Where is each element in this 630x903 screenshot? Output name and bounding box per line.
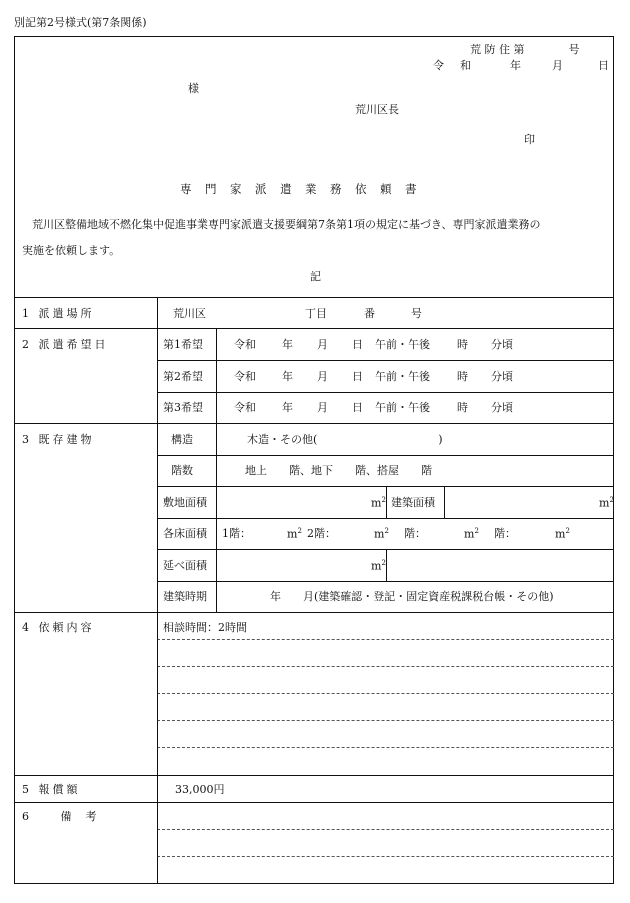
body-text-line-1: 荒川区整備地域不燃化集中促進事業専門家派遣支援要綱第7条第1項の規定に基づき、専門家派遣業務の: [32, 218, 541, 231]
structure-value: 木造・その他( ): [247, 433, 443, 446]
location-go: 号: [411, 307, 422, 320]
built-label: 建築時期: [163, 590, 207, 603]
document-number: 荒 防 住 第 号: [470, 43, 580, 56]
date-minute-label: 分頃: [491, 338, 513, 351]
date-ampm: 午前・午後: [375, 370, 430, 383]
floor-area-f3: 階：: [404, 527, 426, 540]
label-fee: 5 報償額: [22, 783, 81, 796]
floor-area-f2: 2階：: [307, 527, 336, 540]
floor-area-unit: $m^2$: [555, 527, 570, 541]
date-day-label: 日: [352, 401, 363, 414]
floors-value: 地上 階、地下 階、搭屋 階: [245, 464, 432, 477]
date-year-label: 年: [282, 401, 293, 414]
floors-label: 階数: [171, 464, 193, 477]
date-choice-2: 第2希望: [163, 370, 203, 383]
date-choice-1: 第1希望: [163, 338, 203, 351]
date-ampm: 午前・午後: [375, 338, 430, 351]
date-day-label: 日: [352, 338, 363, 351]
body-text-line-2: 実施を依頼します。: [22, 244, 121, 257]
date-month-label: 月: [317, 370, 328, 383]
date-reiwa: 令和: [234, 370, 256, 383]
label-location: 1 派遣場所: [22, 307, 95, 320]
date-ampm: 午前・午後: [375, 401, 430, 414]
date-reiwa: 令和: [234, 401, 256, 414]
building-area-label: 建築面積: [391, 496, 435, 509]
date-month-label: 月: [317, 401, 328, 414]
label-content: 4 依頼内容: [22, 621, 95, 634]
site-area-label: 敷地面積: [163, 496, 207, 509]
date-year-label: 年: [282, 338, 293, 351]
location-chome: 丁目: [305, 307, 327, 320]
floor-area-unit: $m^2$: [464, 527, 479, 541]
sender-name: 荒川区長: [355, 103, 399, 116]
date-reiwa: 令和: [234, 338, 256, 351]
date-year-label: 年: [282, 370, 293, 383]
date-month: 月: [552, 59, 563, 72]
ki-mark: 記: [310, 270, 321, 283]
floor-area-f4: 階：: [494, 527, 516, 540]
date-choice-3: 第3希望: [163, 401, 203, 414]
date-minute-label: 分頃: [491, 401, 513, 414]
date-month-label: 月: [317, 338, 328, 351]
date-hour-label: 時: [457, 401, 468, 414]
total-area-label: 延べ面積: [163, 559, 207, 572]
location-prefix: 荒川区: [173, 307, 206, 320]
date-hour-label: 時: [457, 370, 468, 383]
date-day: 日: [598, 59, 609, 72]
addressee-suffix: 様: [188, 82, 199, 95]
label-column-divider: [157, 297, 158, 884]
date-minute-label: 分頃: [491, 370, 513, 383]
fee-value: 33,000円: [175, 783, 225, 796]
seal-mark: 印: [524, 133, 535, 146]
document-title: 専 門 家 派 遣 業 務 依 頼 書: [180, 182, 418, 196]
floor-area-unit: $m^2$: [374, 527, 389, 541]
date-year: 年: [510, 59, 521, 72]
floor-area-unit: $m^2$: [287, 527, 302, 541]
content-value: 相談時間：2時間: [163, 621, 247, 634]
label-building: 3 既存建物: [22, 433, 95, 446]
location-ban: 番: [364, 307, 375, 320]
date-day-label: 日: [352, 370, 363, 383]
date-reiwa-1: 令: [433, 59, 444, 72]
building-area-unit: $m^2$: [599, 496, 614, 510]
floor-area-label: 各床面積: [163, 527, 207, 540]
total-area-unit: $m^2$: [371, 559, 386, 573]
date-reiwa-2: 和: [460, 59, 471, 72]
label-dates: 2 派遣希望日: [22, 338, 109, 351]
form-reference: 別記第2号様式(第7条関係): [14, 16, 147, 29]
floor-area-f1: 1階：: [222, 527, 251, 540]
built-value: 年 月(建築確認・登記・固定資産税課税台帳・その他): [270, 590, 554, 603]
structure-label: 構造: [171, 433, 193, 446]
form-frame: [14, 36, 614, 884]
table-top-line: [14, 297, 614, 298]
site-area-unit: $m^2$: [371, 496, 386, 510]
date-hour-label: 時: [457, 338, 468, 351]
label-remarks: 6 備考: [22, 810, 111, 823]
